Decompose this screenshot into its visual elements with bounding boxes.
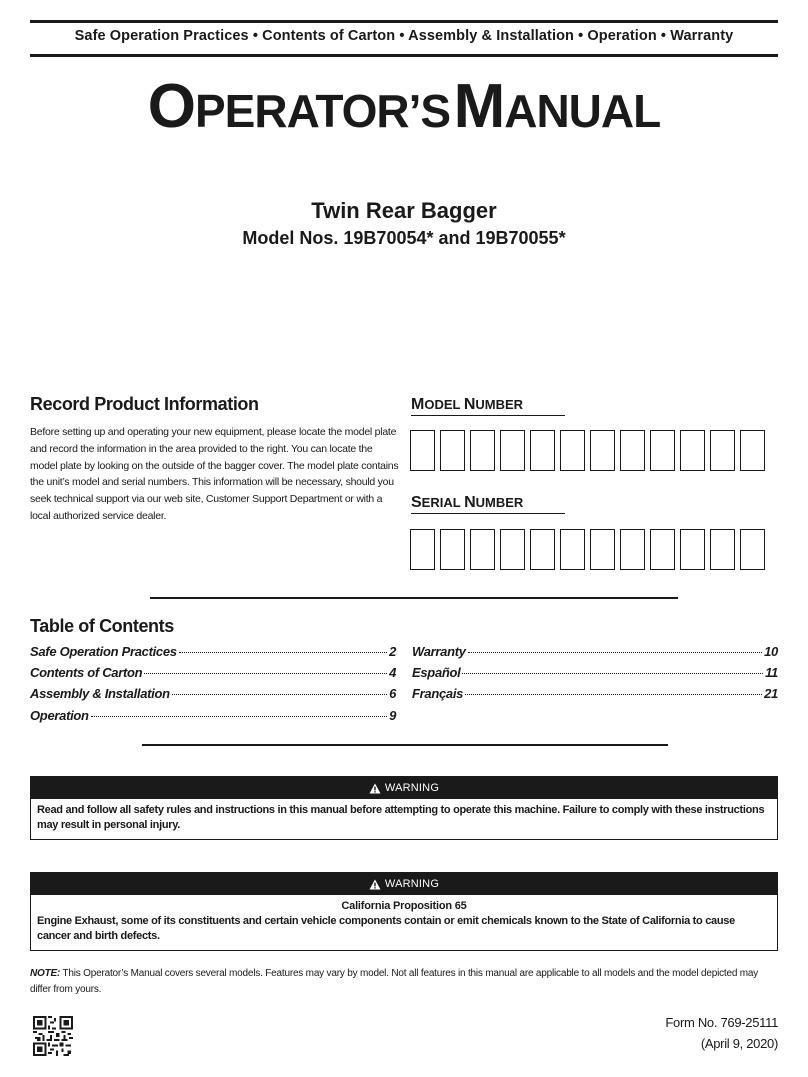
section-nav-line: Safe Operation Practices • Contents of Carton • Assembly & Installation • Operation • Warranty bbox=[74, 28, 734, 44]
toc-entry[interactable]: Contents of Carton 4 bbox=[30, 665, 396, 680]
serial-digit-box[interactable] bbox=[590, 529, 615, 570]
toc-leader-dots bbox=[91, 716, 387, 717]
serial-number-label: SERIAL NUMBER bbox=[411, 494, 565, 514]
serial-digit-box[interactable] bbox=[710, 529, 735, 570]
model-number-boxes bbox=[410, 430, 770, 471]
toc-entry[interactable]: Operation 9 bbox=[30, 708, 396, 723]
title-initial-m: M bbox=[453, 72, 505, 141]
model-digit-box[interactable] bbox=[740, 430, 765, 471]
top-rule bbox=[30, 20, 778, 23]
toc-entry[interactable]: Français 21 bbox=[412, 686, 778, 701]
serial-digit-box[interactable] bbox=[740, 529, 765, 570]
product-name: Twin Rear Bagger bbox=[311, 198, 497, 223]
note-paragraph bbox=[30, 966, 778, 998]
page-title bbox=[0, 72, 808, 141]
model-digit-box[interactable] bbox=[560, 430, 585, 471]
record-info-heading: Record Product Information bbox=[30, 394, 259, 414]
form-number-block bbox=[665, 1012, 778, 1054]
divider-upper bbox=[150, 597, 678, 599]
toc-entry[interactable]: Warranty 10 bbox=[412, 644, 778, 659]
warning-label: WARNING bbox=[384, 782, 440, 794]
note-text: This Operator’s Manual covers several models. Features may vary by model. Not all features in this manual are applicable to all models and the model depicted may differ from yours. bbox=[30, 968, 759, 995]
record-info-body: Before setting up and operating your new equipment, please locate the model plate and record the information in the area provided to the right. You can locate the model plate by looking on the outside of the bagger cover. The model plate contains the unit’s model and serial numbers. This information will be necessary, should you seek technical support via our web site, Customer Support Department or with a local authorized service dealer. bbox=[30, 426, 399, 522]
serial-digit-box[interactable] bbox=[500, 529, 525, 570]
warning-header bbox=[31, 777, 777, 799]
model-digit-box[interactable] bbox=[500, 430, 525, 471]
toc-leader-dots bbox=[462, 673, 763, 674]
model-digit-box[interactable] bbox=[590, 430, 615, 471]
model-digit-box[interactable] bbox=[650, 430, 675, 471]
nav-bottom-rule bbox=[30, 54, 778, 57]
serial-digit-box[interactable] bbox=[410, 529, 435, 570]
model-digit-box[interactable] bbox=[410, 430, 435, 471]
qr-code-icon bbox=[33, 1016, 73, 1056]
toc-leader-dots bbox=[179, 652, 387, 653]
model-digit-box[interactable] bbox=[530, 430, 555, 471]
warning-text: Engine Exhaust, some of its constituents and certain vehicle components contain or emit chemicals known to the State of California to cause cancer and birth defects. bbox=[37, 915, 735, 942]
serial-digit-box[interactable] bbox=[440, 529, 465, 570]
serial-digit-box[interactable] bbox=[530, 529, 555, 570]
divider-lower bbox=[142, 744, 668, 746]
serial-number-boxes bbox=[410, 529, 770, 570]
model-numbers: Model Nos. 19B70054* and 19B70055* bbox=[242, 228, 566, 248]
model-digit-box[interactable] bbox=[710, 430, 735, 471]
warning-subtitle: California Proposition 65 bbox=[341, 900, 467, 912]
serial-digit-box[interactable] bbox=[470, 529, 495, 570]
model-digit-box[interactable] bbox=[620, 430, 645, 471]
warning-triangle-icon bbox=[369, 783, 381, 794]
model-digit-box[interactable] bbox=[680, 430, 705, 471]
toc-heading: Table of Contents bbox=[30, 616, 174, 636]
serial-digit-box[interactable] bbox=[560, 529, 585, 570]
title-initial-o: O bbox=[147, 72, 195, 141]
model-digit-box[interactable] bbox=[470, 430, 495, 471]
form-date: (April 9, 2020) bbox=[700, 1036, 778, 1051]
toc-entry[interactable]: Assembly & Installation 6 bbox=[30, 686, 396, 701]
warning-box-safety bbox=[30, 776, 778, 840]
form-number: Form No. 769-25111 bbox=[665, 1015, 778, 1030]
toc-leader-dots bbox=[144, 673, 387, 674]
title-word-operators: PERATOR’S bbox=[195, 85, 451, 137]
toc-entry[interactable]: Safe Operation Practices 2 bbox=[30, 644, 396, 659]
warning-box-prop65 bbox=[30, 872, 778, 951]
serial-digit-box[interactable] bbox=[650, 529, 675, 570]
warning-triangle-icon bbox=[369, 879, 381, 890]
warning-text: Read and follow all safety rules and instructions in this manual before attempting to operate this machine. Failure to comply with these instructions may result in personal injury. bbox=[37, 804, 765, 831]
toc-entry[interactable]: Español 11 bbox=[412, 665, 778, 680]
model-number-label: MODEL NUMBER bbox=[411, 396, 565, 416]
warning-header bbox=[31, 873, 777, 895]
warning-label: WARNING bbox=[384, 878, 440, 890]
note-label: NOTE: bbox=[30, 968, 61, 979]
toc-leader-dots bbox=[468, 652, 762, 653]
serial-digit-box[interactable] bbox=[680, 529, 705, 570]
serial-digit-box[interactable] bbox=[620, 529, 645, 570]
title-word-manual: ANUAL bbox=[504, 85, 661, 137]
toc-leader-dots bbox=[465, 694, 762, 695]
toc-leader-dots bbox=[172, 694, 387, 695]
model-digit-box[interactable] bbox=[440, 430, 465, 471]
